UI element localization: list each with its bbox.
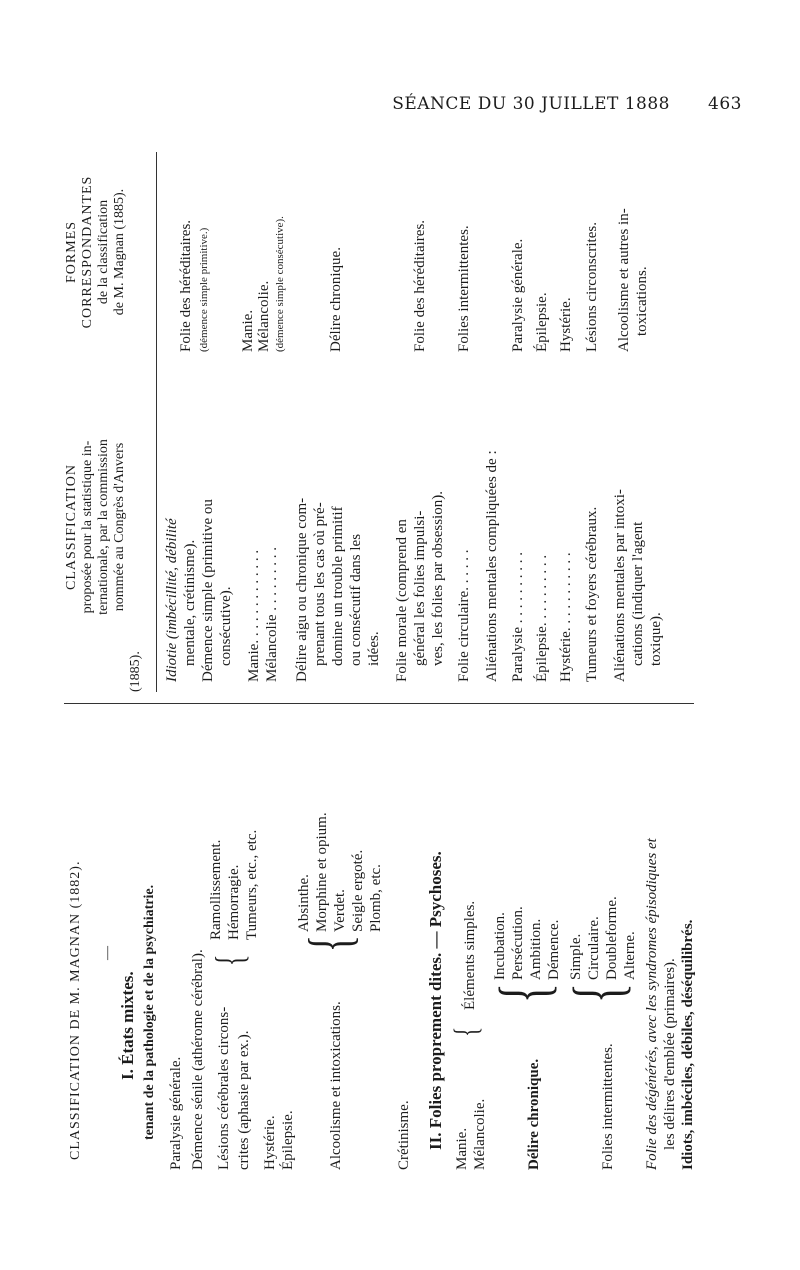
r-delire-3: domine un trouble primitif	[330, 506, 346, 666]
head-b-2: de la classification	[96, 199, 112, 305]
rb-manie: Manie.	[240, 309, 256, 352]
section1-subtitle: tenant de la pathologie et de la psychiatrie.	[142, 884, 157, 1140]
alcool-sub-2: Morphine et opium.	[314, 812, 330, 932]
rb-paralysie: Paralysie générale.	[510, 238, 526, 352]
lesions-sub-1: Ramollissement.	[208, 839, 224, 940]
rb-lesions-circonscrites: Lésions circonscrites.	[584, 222, 600, 352]
title-dash: —	[100, 946, 115, 960]
head-b-1: CORRESPONDANTES	[80, 175, 96, 329]
r-folie-circulaire: Folie circulaire. . . . . .	[456, 549, 472, 682]
lesions-sub-3: Tumeurs, etc., etc.	[244, 829, 260, 940]
r-idiotie-1: Idiotie (imbécillité, débilité	[164, 518, 180, 682]
head-a-0: CLASSIFICATION	[64, 464, 79, 591]
r-folie-morale-3: ves, les folies par obsession).	[430, 491, 446, 666]
folies-sub-2: Circulaire.	[586, 916, 602, 980]
r-folie-morale-2: général les folies impulsi-	[412, 510, 428, 666]
rb-alcoolisme-2: toxications.	[634, 266, 650, 336]
r-intox-2: cations (indiquer l'agent	[630, 521, 646, 666]
item-cretinisme: Crétinisme.	[396, 1100, 412, 1170]
item-paralysie: Paralysie générale.	[168, 1056, 184, 1170]
psy-delire: Délire chronique.	[526, 1058, 542, 1170]
header-rule	[156, 152, 157, 692]
folies-sub-4: Alterne.	[622, 931, 638, 980]
running-title: SÉANCE DU 30 JUILLET 1888	[392, 94, 670, 114]
running-header	[392, 94, 742, 114]
rb-hysterie: Hystérie.	[558, 297, 574, 352]
column-divider	[64, 703, 694, 704]
delire-sub-2: Persécution.	[510, 906, 526, 980]
brace-delire: {	[486, 983, 563, 1004]
lesions-sub-2: Hémorragie.	[226, 864, 242, 940]
head-a-3: nommée au Congrès d'Anvers	[112, 442, 128, 612]
r-delire-4: ou consécutif dans les	[348, 533, 364, 666]
delire-sub-3: Ambition.	[528, 918, 544, 980]
head-a-2: ternationale, par la commission	[96, 439, 112, 615]
rb-delire: Délire chronique.	[328, 247, 344, 352]
r-alienations-compliquees: Aliénations mentales compliquées de :	[484, 450, 500, 682]
manie-sub: Éléments simples.	[462, 900, 478, 1010]
alcool-sub-4: Seigle ergoté.	[350, 849, 366, 932]
degeneres-1: Folie des dégénérés, avec les syndromes épisodiques et	[644, 838, 660, 1170]
delire-sub-1: Incubation.	[492, 912, 508, 980]
folies-sub-3: Doubleforme.	[604, 896, 620, 980]
item-epilepsie: Épilepsie.	[280, 1110, 296, 1170]
psy-manie: Manie.	[454, 1127, 470, 1170]
section-etats-mixtes: I. États mixtes.	[118, 971, 137, 1080]
r-paralysie: Paralysie . . . . . . . . . .	[510, 552, 526, 682]
item-hysterie: Hystérie.	[262, 1115, 278, 1170]
r-demence-2: consécutive).	[218, 586, 234, 666]
r-delire-5: idées.	[366, 631, 382, 666]
r-delire-1: Délire aigu ou chronique com-	[294, 497, 310, 682]
anvers-1885-column	[60, 140, 700, 692]
magnan-1882-column	[60, 710, 700, 1180]
rb-alcoolisme-1: Alcoolisme et autres in-	[616, 208, 632, 352]
psy-melancolie: Mélancolie.	[472, 1098, 488, 1170]
head-b-3: de M. Magnan (1885).	[112, 188, 128, 316]
delire-sub-4: Démence.	[546, 919, 562, 980]
head-a-1: proposée pour la statistique in-	[80, 440, 96, 614]
brace-folies: {	[560, 983, 637, 1004]
psy-folies-intermittentes: Folies intermittentes.	[600, 1043, 616, 1170]
degeneres-3: Idiots, imbéciles, débiles, déséquilibrés.	[680, 919, 696, 1170]
degeneres-2: les délires d'emblée (primaires).	[662, 958, 678, 1150]
item-lesions-2: crites (aphasie par ex.).	[236, 1030, 252, 1170]
rb-epilepsie: Épilepsie.	[534, 292, 550, 352]
r-melancolie: Mélancolie . . . . . . . . .	[264, 547, 280, 682]
rb-demence-consecutive: (démence simple consécutive).	[274, 216, 286, 352]
r-delire-2: prenant tous les cas où pré-	[312, 502, 328, 666]
left-title: CLASSIFICATION DE M. MAGNAN (1882).	[68, 860, 83, 1160]
r-hysterie: Hystérie. . . . . . . . . . .	[558, 552, 574, 682]
head-a-4: (1885).	[128, 651, 144, 692]
head-formes	[64, 152, 128, 352]
page-number: 463	[708, 94, 742, 114]
rotated-table	[60, 140, 700, 1180]
alcool-sub-3: Verdet.	[332, 889, 348, 932]
brace-lesions: {	[207, 954, 252, 967]
brace-alcool: {	[297, 934, 363, 953]
item-alcoolisme: Alcoolisme et intoxications.	[328, 1001, 344, 1170]
rb-folie-hered-2: Folie des héréditaires.	[412, 219, 428, 352]
item-lesions-1: Lésions cérébrales circons-	[216, 1006, 232, 1170]
r-folie-morale-1: Folie morale (comprend en	[394, 519, 410, 682]
r-intox-1: Aliénations mentales par intoxi-	[612, 489, 628, 682]
brace-manie: {	[448, 1026, 485, 1037]
rb-folies-intermittentes: Folies intermittentes.	[456, 225, 472, 352]
alcool-sub-5: Plomb, etc.	[368, 864, 384, 932]
rb-folie-hered-1: Folie des héréditaires.	[178, 219, 194, 352]
r-epilepsie: Épilepsie. . . . . . . . . .	[534, 554, 550, 682]
head-classification	[64, 362, 144, 692]
r-manie: Manie. . . . . . . . . . . . .	[246, 549, 262, 682]
alcool-sub-1: Absinthe.	[296, 874, 312, 932]
r-tumeurs: Tumeurs et foyers cérébraux.	[584, 506, 600, 682]
r-demence-1: Démence simple (primitive ou	[200, 499, 216, 682]
head-b-0: FORMES	[64, 220, 79, 284]
section-psychoses: II. Folies proprement dites. — Psychoses.	[426, 851, 445, 1150]
r-idiotie-2: mentale, crétinisme).	[182, 539, 198, 666]
r-intox-3: toxique).	[648, 612, 664, 666]
rb-melancolie: Mélancolie.	[256, 280, 272, 352]
folies-sub-1: Simple.	[568, 933, 584, 980]
rb-demence-primitive: (démence simple primitive.)	[198, 227, 210, 352]
item-demence-senile: Démence sénile (athérome cérébral).	[190, 949, 206, 1170]
